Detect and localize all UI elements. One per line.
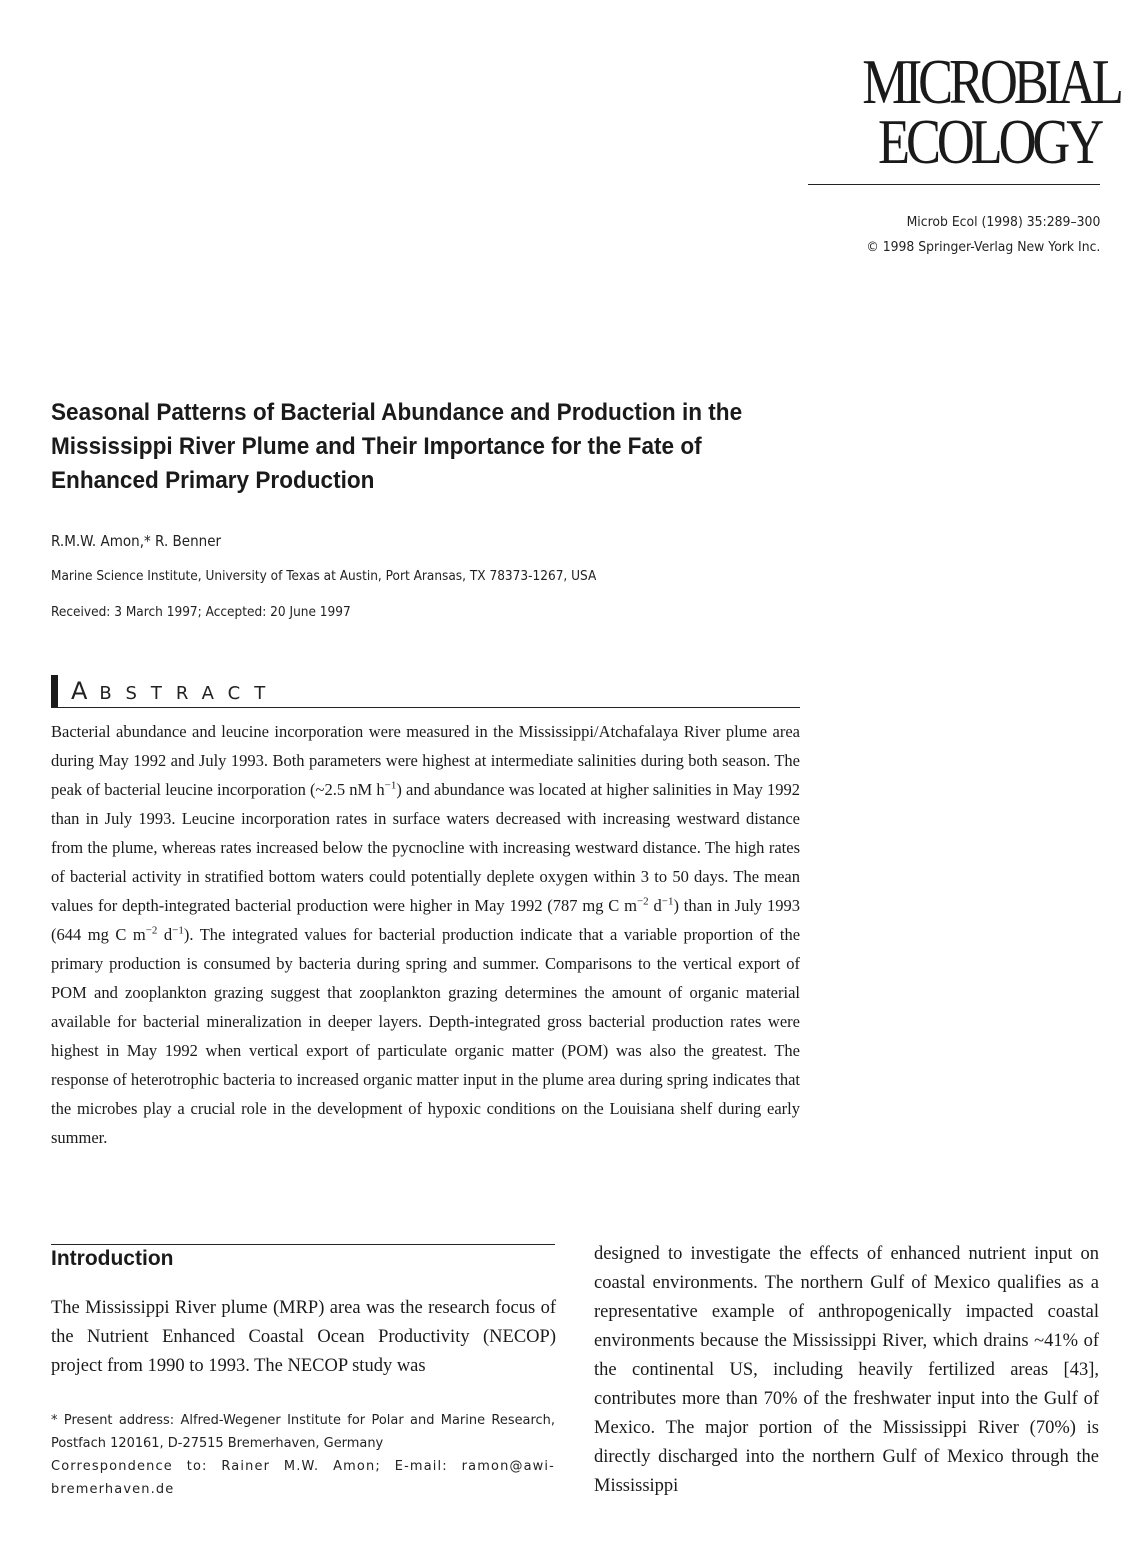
copyright-notice: © 1998 Springer-Verlag New York Inc.: [865, 239, 1100, 255]
abstract-superscript: −2: [145, 924, 158, 937]
abstract-heading-rest: BSTRACT: [99, 683, 280, 704]
present-address-footnote: * Present address: Alfred-Wegener Institute for Polar and Marine Research, Postfach 120161, D-27515 Bremerhaven, Germany: [51, 1412, 555, 1451]
introduction-heading: Introduction: [51, 1244, 555, 1277]
affiliation: Marine Science Institute, University of Texas at Austin, Port Aransas, TX 78373-1267, USA: [51, 568, 597, 584]
abstract-text-part: d: [648, 896, 662, 915]
abstract-superscript: −1: [661, 895, 674, 908]
abstract-heading-initial: A: [71, 677, 100, 705]
journal-citation: Microb Ecol (1998) 35:289–300: [906, 214, 1100, 230]
correspondence-footnote: Correspondence to: Rainer M.W. Amon; E-mail: ramon@awi-bremerhaven.de: [51, 1458, 555, 1497]
abstract-header: [51, 675, 800, 708]
abstract-text-part: ). The integrated values for bacterial production indicate that a variable proportion of the primary production is consumed by bacteria during spring and summer. Comparisons to the vertical export of POM and zooplankton grazing suggest that zooplankton grazing determines the amount of organic material available for bacterial mineralization in deeper layers. Depth-integrated gross bacterial production rates were highest in May 1992 when vertical export of particulate organic matter (POM) was also the greatest. The response of heterotrophic bacteria to increased organic matter input in the plume area during spring indicates that the microbes play a crucial role in the development of hypoxic conditions on the Louisiana shelf during early summer.: [51, 925, 801, 1147]
abstract-text: [51, 717, 800, 1152]
abstract-superscript: −2: [636, 895, 649, 908]
journal-logo-line-1: MICROBIAL: [862, 46, 1120, 117]
journal-logo: [810, 46, 1120, 177]
citation-block: [866, 210, 1100, 260]
abstract-text-part: Bacterial abundance and leucine incorporation were measured in the Mississippi/Atchafalaya River plume area during May 1992 and July 1993. Both parameters were highest at intermediate salinities during both season. The peak of bacterial leucine incorporation (~2.5 nM h: [51, 722, 800, 799]
abstract-text-part: ) than in July 1993 (644 mg C m: [51, 896, 801, 944]
introduction-text-left: The Mississippi River plume (MRP) area was the research focus of the Nutrient Enhanced Coastal Ocean Productivity (NECOP) project from 1990 to 1993. The NECOP study was: [51, 1298, 556, 1376]
footnotes: [51, 1409, 556, 1501]
introduction-text-right: designed to investigate the effects of enhanced nutrient input on coastal environments. The northern Gulf of Mexico qualifies as a representative example of anthropogenically impacted coastal environments because the Mississippi River, which drains ~41% of the continental US, including heavily fertilized areas [43], contributes more than 70% of the freshwater input into the Gulf of Mexico. The major portion of the Mississippi River (70%) is directly discharged into the northern Gulf of Mexico through the Mississippi: [594, 1244, 1099, 1496]
authors: R.M.W. Amon,* R. Benner: [51, 532, 222, 550]
abstract-superscript: −1: [384, 779, 397, 792]
abstract-marker-bar: [51, 675, 58, 707]
journal-logo-line-2: ECOLOGY: [877, 106, 1100, 177]
abstract-superscript: −1: [172, 924, 184, 937]
paper-title: Seasonal Patterns of Bacterial Abundance and Production in the Mississippi River Plume and Their Importance for the Fate of Enhanced Primary Production: [51, 399, 743, 494]
logo-rule: [808, 184, 1100, 185]
received-accepted-dates: Received: 3 March 1997; Accepted: 20 June 1997: [51, 604, 351, 620]
abstract-text-part: ) and abundance was located at higher salinities in May 1992 than in July 1993. Leucine incorporation rates in surface waters decreased with increasing westward distance from the plume, whereas rates increased below the pycnocline with increasing westward distance. The high rates of bacterial activity in stratified bottom waters could potentially deplete oxygen within 3 to 50 days. The mean values for depth-integrated bacterial production were higher in May 1992 (787 mg C m: [51, 780, 800, 915]
abstract-heading: [71, 677, 279, 705]
abstract-text-part: d: [157, 925, 173, 944]
